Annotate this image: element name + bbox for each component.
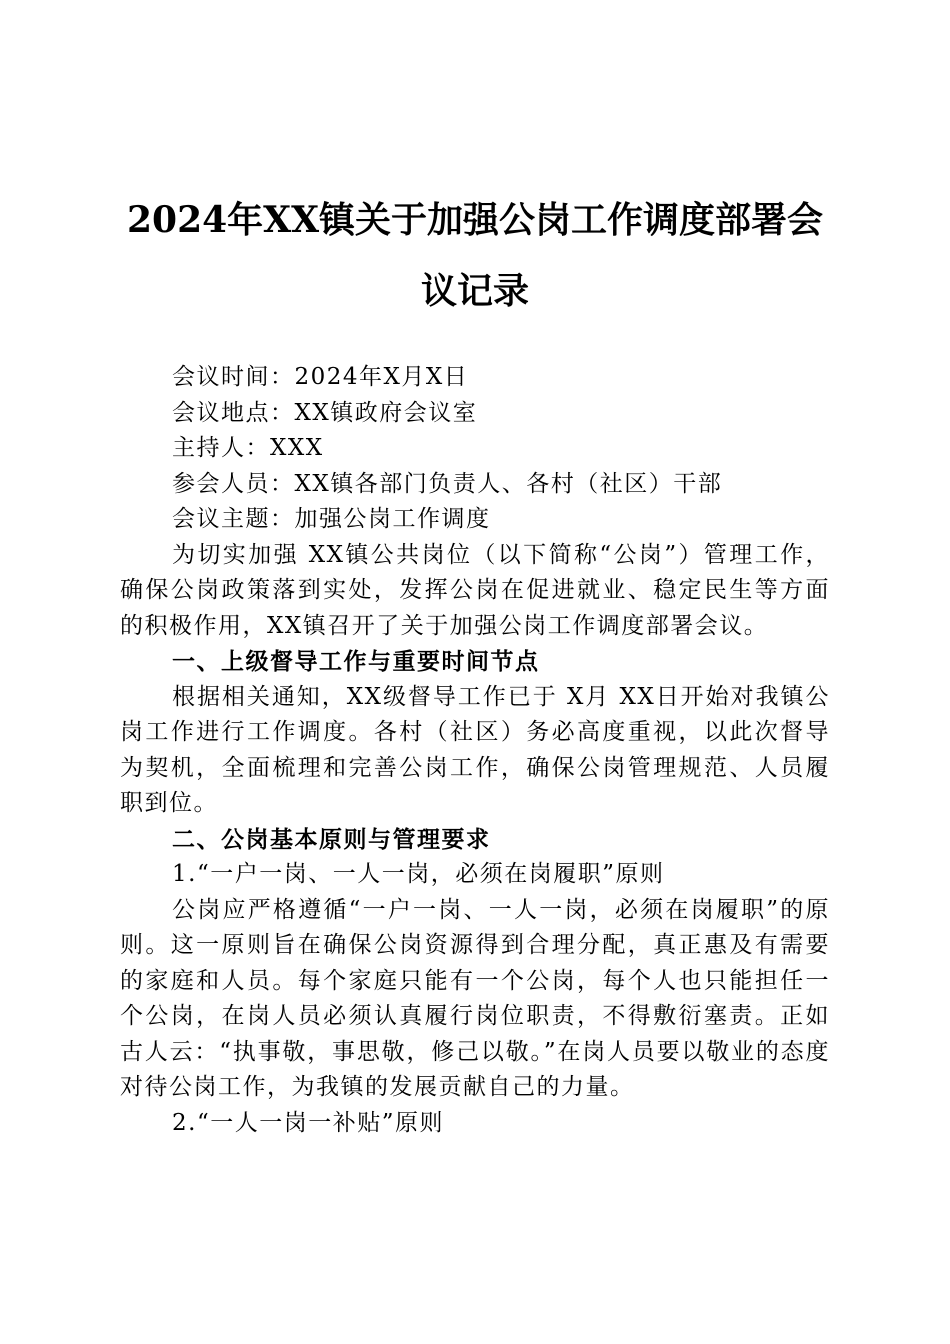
document-title-line-1: 2024年XX镇关于加强公岗工作调度部署会 <box>126 199 824 241</box>
section-1-heading: 一、上级督导工作与重要时间节点 <box>172 648 540 675</box>
meeting-attendees: 参会人员：XX镇各部门负责人、各村（社区）干部 <box>172 470 723 497</box>
document-title-line-2: 议记录 <box>420 270 529 312</box>
meeting-host: 主持人：XXX <box>172 435 324 461</box>
meeting-time: 会议时间：2024年X月X日 <box>172 364 469 390</box>
principle-2-title: 2.“一人一岗一补贴”原则 <box>172 1109 444 1136</box>
intro-paragraph: 为切实加强 XX镇公共岗位（以下简称“公岗”）管理工作，确保公岗政策落到实处，发挥公岗在促进就业、稳定民生等方面的积极作用，XX镇召开了关于加强公岗工作调度部署会议。 <box>120 541 830 639</box>
meeting-topic: 会议主题：加强公岗工作调度 <box>172 506 491 532</box>
meeting-place: 会议地点：XX镇政府会议室 <box>172 399 478 426</box>
section-1-paragraph: 根据相关通知，XX级督导工作已于 X月 XX日开始对我镇公岗工作进行工作调度。各村（社区）务必高度重视，以此次督导为契机，全面梳理和完善公岗工作，确保公岗管理规范、人员履职到位。 <box>120 683 830 816</box>
document-body <box>120 360 830 1141</box>
principle-1-title: 1.“一户一岗、一人一岗，必须在岗履职”原则 <box>172 861 665 887</box>
section-2-heading: 二、公岗基本原则与管理要求 <box>172 825 491 853</box>
principle-1-paragraph: 公岗应严格遵循“一户一岗、一人一岗，必须在岗履职”的原则。这一原则旨在确保公岗资源得到合理分配，真正惠及有需要的家庭和人员。每个家庭只能有一个公岗，每个人也只能担任一个公岗，在岗人员必须认真履行岗位职责，不得敷衍塞责。正如古人云：“执事敬，事思敬，修己以敬。”在岗人员要以敬业的态度对待公岗工作，为我镇的发展贡献自己的力量。 <box>120 896 830 1100</box>
